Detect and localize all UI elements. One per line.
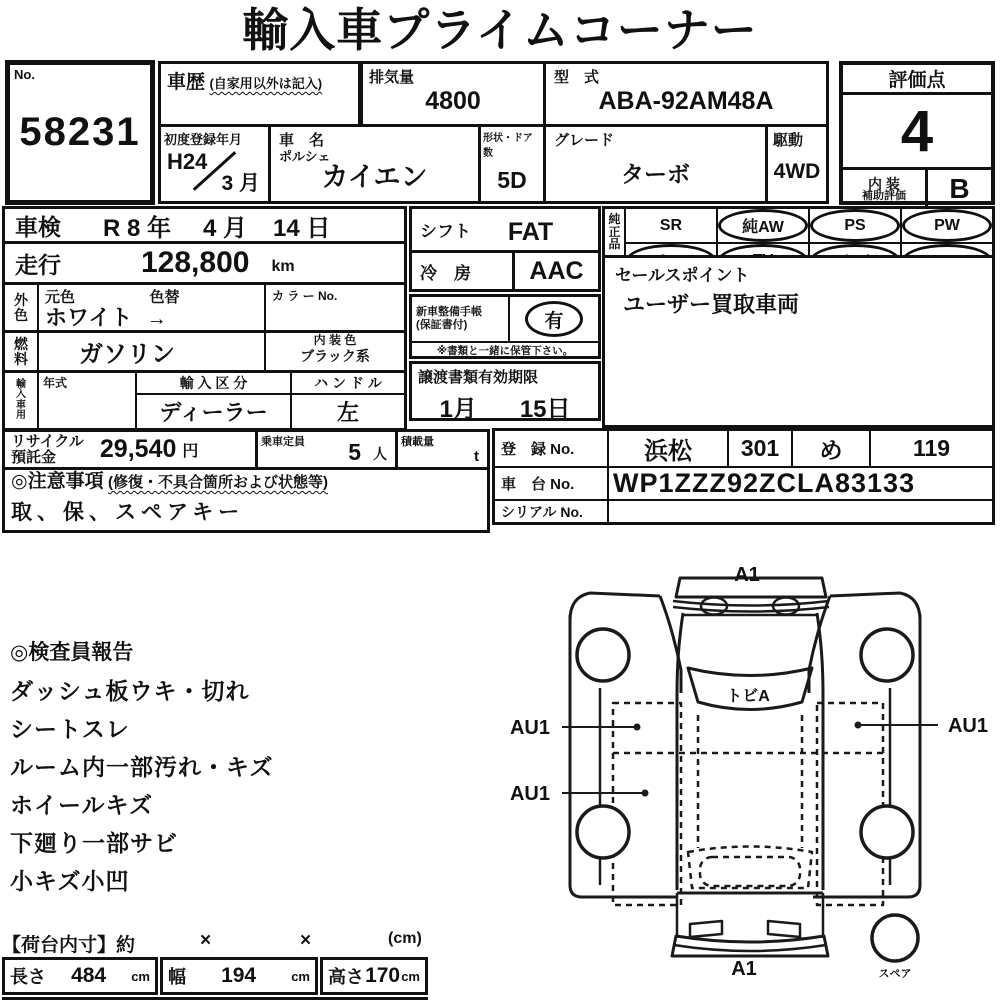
evaluation-score: 4 — [900, 98, 934, 164]
cargo-width-value: 194 — [221, 964, 257, 987]
aircon-label: 冷 房 — [412, 253, 515, 289]
spare-tire — [872, 915, 918, 961]
first-registration-box — [158, 124, 271, 204]
auction-number-value: 58231 — [19, 110, 141, 154]
transfer-day: 15日 — [519, 396, 571, 423]
cargo-width-unit: cm — [291, 968, 310, 984]
maintenance-book-circled: 有 — [525, 301, 583, 337]
rear-window-inner — [700, 857, 800, 886]
front-damage-label: A1 — [734, 564, 760, 586]
import-division-label: 輸 入 区 分 — [137, 373, 290, 395]
drive-label: 駆動 — [773, 132, 804, 149]
maintenance-label: 新車整備手帳 — [416, 306, 482, 319]
recycle-row — [2, 429, 490, 470]
history-label: 車歴 — [167, 72, 206, 93]
registration-number: 119 — [912, 435, 951, 461]
right-damage-label: AU1 — [947, 715, 989, 737]
auction-number-label: No. — [14, 67, 35, 82]
shift-box — [409, 206, 601, 253]
report-item: ホイールキズ — [10, 792, 154, 818]
evaluation-label: 評価点 — [843, 65, 991, 95]
car-name-box — [268, 124, 481, 204]
drive-box — [765, 124, 829, 204]
front-left-wheel — [577, 629, 629, 681]
mileage-unit: km — [271, 258, 295, 275]
mileage-label: 走行 — [15, 251, 61, 278]
recycle-value: 29,540 — [99, 435, 177, 463]
oem-parts-vlabel: 純 正 品 — [605, 209, 626, 255]
serial-no-label: シリアル No. — [495, 501, 609, 522]
cargo-heading-row — [0, 930, 440, 956]
interior-color-label: 内 装 色 — [313, 333, 357, 347]
sales-point-box — [602, 255, 995, 428]
aircon-value: AAC — [529, 256, 584, 285]
car-maker: ポルシェ — [279, 149, 331, 164]
cargo-width-label: 幅 — [168, 967, 186, 987]
rear-bumper — [672, 936, 828, 956]
transfer-box — [409, 361, 601, 421]
recycle-label2: 預託金 — [11, 448, 57, 466]
windshield-damage-label: トビA — [726, 688, 770, 705]
vehicle-history-box — [158, 61, 361, 127]
oem-item-sr: SR — [659, 216, 683, 234]
cargo-length-unit: cm — [131, 968, 150, 984]
model-code-box — [543, 61, 829, 127]
right-fender-top — [830, 593, 920, 620]
report-item: シートスレ — [10, 716, 130, 742]
cargo-height-label: 高さ — [328, 967, 364, 987]
notes-value: 取、保、スペアキー — [11, 500, 245, 524]
oem-item-aw-circled: 純AW — [718, 209, 808, 242]
load-label: 積載量 — [401, 436, 434, 448]
oem-parts-box — [602, 206, 995, 258]
spare-label: スペア — [878, 968, 912, 980]
sales-point-value: ユーザー買取車両 — [623, 292, 800, 317]
exterior-color-row — [2, 282, 407, 333]
doors-box — [478, 124, 546, 204]
displacement-box — [360, 61, 546, 127]
right-doors-dashed — [817, 703, 883, 905]
aircon-box — [409, 250, 601, 292]
car-name: カイエン — [321, 162, 428, 192]
first-reg-year: H24 — [167, 149, 208, 174]
fuel-vlabel: 燃 料 — [5, 333, 39, 370]
capacity-unit: 人 — [373, 446, 387, 462]
mileage-row — [2, 241, 407, 285]
front-right-wheel — [861, 629, 913, 681]
color-no-cell: カ ラ ー No. — [272, 289, 338, 303]
handle-value: 左 — [336, 400, 359, 425]
model-value: ABA-92AM48A — [598, 87, 774, 115]
history-note: (自家用以外は記入) — [209, 76, 323, 91]
registration-area: 浜松 — [609, 431, 729, 466]
sales-point-label: セールスポイント — [615, 266, 750, 285]
left-upper-damage-label: AU1 — [509, 717, 551, 739]
shaken-label: 車検 — [15, 213, 61, 240]
orig-color-label: 元色 — [45, 289, 76, 306]
shaken-row — [2, 206, 407, 244]
report-item: 小キズ小凹 — [10, 868, 130, 894]
model-label: 型 式 — [554, 69, 600, 86]
cargo-height-cell — [320, 957, 428, 995]
report-item: ルーム内一部汚れ・キズ — [10, 754, 274, 780]
mileage-value: 128,800 — [141, 246, 250, 279]
maintenance-label2: (保証書付) — [416, 319, 468, 331]
cargo-table — [2, 957, 428, 995]
cargo-width-cell — [160, 957, 318, 995]
cargo-sep1: × — [200, 930, 212, 951]
doors-label: 形状・ドア数 — [483, 133, 533, 159]
cargo-length-value: 484 — [71, 964, 107, 987]
cargo-height-value: 170 — [365, 964, 401, 987]
evaluation-box — [839, 61, 995, 205]
notes-sublabel: (修復・不具合箇所および状態等) — [108, 474, 329, 491]
oem-item-pw-circled: PW — [902, 209, 992, 242]
notes-box — [2, 467, 490, 533]
exterior-color-vlabel: 外 色 — [5, 285, 39, 330]
registration-no-label: 登 録 No. — [495, 431, 609, 466]
car-damage-diagram — [490, 545, 1000, 1000]
registration-box — [492, 428, 995, 525]
rear-left-wheel — [577, 806, 629, 858]
load-unit: t — [474, 448, 479, 465]
exterior-color-value: ホワイト — [45, 305, 133, 330]
inspector-report-heading: ◎検査員報告 — [10, 641, 134, 664]
handle-label: ハ ン ド ル — [292, 373, 404, 395]
doors-value: 5D — [497, 167, 527, 193]
car-name-label: 車 名 — [279, 132, 325, 149]
chassis-no-value: WP1ZZZ92ZCLA83133 — [613, 468, 916, 498]
transfer-month: 1月 — [439, 396, 477, 423]
keep-note: ※書類と一緒に保管下さい。 — [412, 341, 598, 358]
first-reg-month: 3 月 — [221, 172, 260, 195]
cargo-length-label: 長さ — [10, 967, 46, 987]
rear-window-outer — [688, 847, 812, 889]
left-lower-damage-label: AU1 — [509, 783, 551, 805]
fuel-value: ガソリン — [39, 333, 266, 370]
interior-eval-label: 内 装 — [868, 175, 900, 192]
interior-color-value: ブラック系 — [300, 347, 370, 364]
left-doors-dashed — [613, 703, 681, 905]
chassis-no-label: 車 台 No. — [495, 468, 609, 499]
transfer-label: 譲渡書類有効期限 — [418, 369, 539, 386]
cargo-height-unit: cm — [401, 968, 420, 984]
page-title: 輸入車プライムコーナー — [242, 4, 758, 56]
capacity-value: 5 — [348, 439, 361, 465]
shift-value: FAT — [507, 218, 554, 246]
cargo-unit-note: (cm) — [388, 930, 422, 947]
serial-no-value — [609, 501, 992, 522]
shaken-date-month: 4 月 — [203, 214, 248, 242]
cargo-heading: 【荷台内寸】約 — [2, 935, 136, 956]
grade-value: ターボ — [621, 161, 690, 187]
import-division-value: ディーラー — [159, 400, 268, 425]
drive-value: 4WD — [773, 160, 821, 183]
displacement-label: 排気量 — [369, 69, 415, 86]
left-fender-top — [570, 593, 660, 620]
rear-right-wheel — [861, 806, 913, 858]
cargo-length-cell — [2, 957, 158, 995]
first-reg-label: 初度登録年月 — [164, 132, 243, 147]
capacity-label: 乗車定員 — [261, 436, 305, 448]
rear-right-light — [768, 921, 800, 937]
color-change-label: 色替 — [149, 289, 180, 306]
shaken-date-year: R 8 年 — [103, 214, 172, 242]
oem-item-ps-circled: PS — [810, 209, 900, 242]
rear-damage-label: A1 — [731, 958, 757, 980]
import-vlabel: 輸 入 車 用 — [5, 373, 39, 428]
import-row — [2, 370, 407, 431]
model-year-cell: 年式 — [39, 373, 137, 428]
recycle-label: リサイクル — [11, 432, 84, 450]
report-item: ダッシュ板ウキ・切れ — [10, 678, 250, 704]
interior-eval-grade: B — [949, 173, 970, 204]
grade-label: グレード — [554, 132, 615, 149]
recycle-unit: 円 — [182, 443, 199, 460]
maintenance-box — [409, 294, 601, 359]
auction-number-box — [5, 60, 155, 205]
shaken-date-day: 14 日 — [273, 214, 331, 242]
interior-eval-label2: 補助評価 — [862, 189, 906, 202]
report-item: 下廻り一部サビ — [10, 830, 178, 856]
color-change-arrow: → — [146, 308, 167, 330]
registration-class: 301 — [729, 431, 793, 466]
shift-label: シフト — [420, 222, 471, 241]
displacement-value: 4800 — [425, 87, 481, 115]
notes-label: ◎注意事項 — [11, 471, 104, 492]
cargo-sep2: × — [300, 930, 312, 951]
grade-box — [543, 124, 768, 204]
fuel-row — [2, 330, 407, 373]
rear-left-light — [690, 921, 722, 937]
registration-kana: め — [793, 431, 871, 466]
inspector-report — [10, 636, 410, 900]
